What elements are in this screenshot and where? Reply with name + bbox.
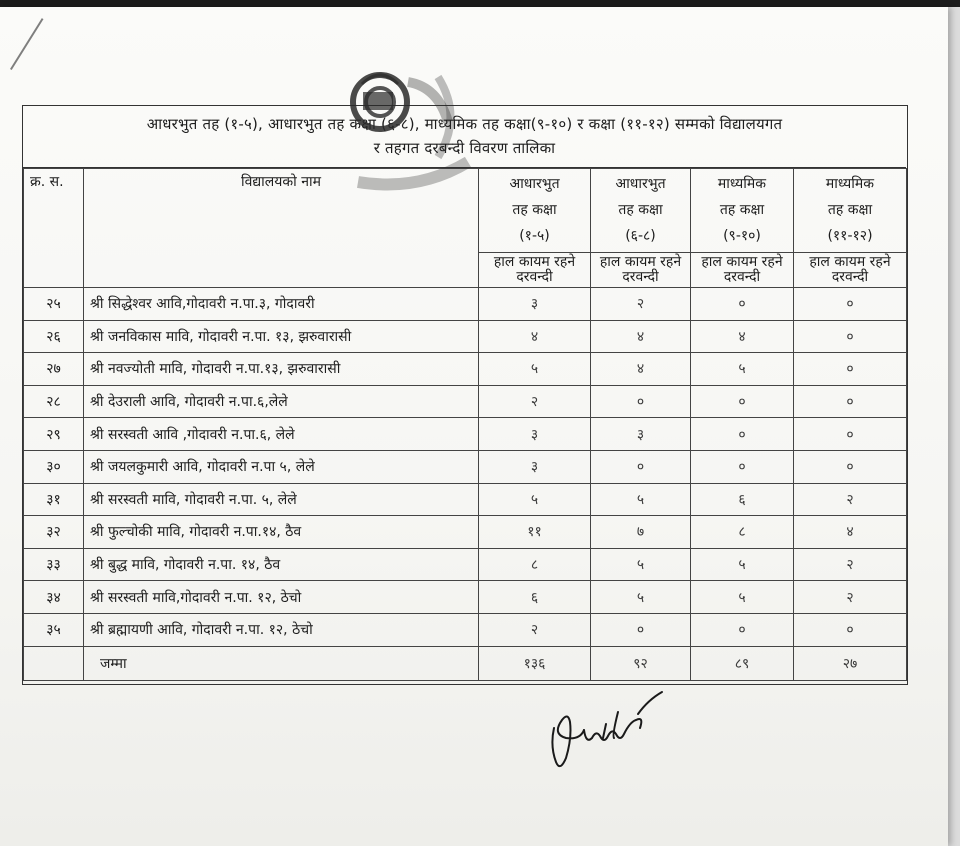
row-basic-1-5: ४ <box>479 320 591 353</box>
row-secondary-11-12: ० <box>794 288 907 321</box>
row-serial: २७ <box>24 353 84 386</box>
row-secondary-11-12: ० <box>794 613 907 646</box>
table-row <box>24 353 907 386</box>
row-secondary-11-12: २ <box>794 548 907 581</box>
subheader-basic-6-8: हाल कायम रहने दरवन्दी <box>591 253 691 288</box>
row-basic-6-8: ३ <box>591 418 691 451</box>
row-secondary-9-10: ५ <box>691 548 794 581</box>
row-secondary-9-10: ६ <box>691 483 794 516</box>
staffing-table <box>23 168 907 681</box>
subheader-secondary-11-12: हाल कायम रहने दरवन्दी <box>794 253 907 288</box>
row-serial: ३३ <box>24 548 84 581</box>
row-basic-1-5: ३ <box>479 288 591 321</box>
row-basic-6-8: ४ <box>591 353 691 386</box>
row-basic-6-8: ५ <box>591 548 691 581</box>
row-basic-6-8: ४ <box>591 320 691 353</box>
top-dark-strip <box>0 0 960 7</box>
row-school-name: श्री ब्रह्मायणी आवि, गोदावरी न.पा. १२, ठेचो <box>84 613 479 646</box>
header-school-name: विद्यालयको नाम <box>84 169 479 288</box>
row-serial: २८ <box>24 385 84 418</box>
total-basic-1-5: १३६ <box>479 646 591 680</box>
row-secondary-9-10: ० <box>691 288 794 321</box>
row-school-name: श्री सिद्धेश्वर आवि,गोदावरी न.पा.३, गोदावरी <box>84 288 479 321</box>
header-serial: क्र. स. <box>24 169 84 288</box>
table-row <box>24 288 907 321</box>
row-secondary-11-12: २ <box>794 581 907 614</box>
table-row <box>24 581 907 614</box>
row-serial: ३५ <box>24 613 84 646</box>
row-secondary-11-12: ० <box>794 320 907 353</box>
header-basic-6-8: आधारभुत तह कक्षा (६-८) <box>591 169 691 253</box>
row-serial: २५ <box>24 288 84 321</box>
header-secondary-11-12: माध्यमिक तह कक्षा (११-१२) <box>794 169 907 253</box>
row-basic-6-8: ५ <box>591 581 691 614</box>
row-secondary-9-10: ० <box>691 418 794 451</box>
table-row <box>24 450 907 483</box>
row-basic-6-8: ० <box>591 450 691 483</box>
total-serial-blank <box>24 646 84 680</box>
table-row <box>24 385 907 418</box>
row-serial: २९ <box>24 418 84 451</box>
header-basic-1-5: आधारभुत तह कक्षा (१-५) <box>479 169 591 253</box>
row-school-name: श्री जनविकास मावि, गोदावरी न.पा. १३, झरुवारासी <box>84 320 479 353</box>
row-school-name: श्री बुद्ध मावि, गोदावरी न.पा. १४, ठैव <box>84 548 479 581</box>
row-secondary-11-12: ० <box>794 450 907 483</box>
row-basic-6-8: ० <box>591 385 691 418</box>
row-basic-1-5: ८ <box>479 548 591 581</box>
total-label: जम्मा <box>84 646 479 680</box>
total-row <box>24 646 907 680</box>
total-basic-6-8: ९२ <box>591 646 691 680</box>
row-secondary-9-10: ४ <box>691 320 794 353</box>
document-title <box>23 106 906 168</box>
row-secondary-11-12: ० <box>794 353 907 386</box>
row-basic-1-5: ६ <box>479 581 591 614</box>
row-serial: ३१ <box>24 483 84 516</box>
header-row <box>24 169 907 253</box>
table-row <box>24 320 907 353</box>
row-basic-1-5: ११ <box>479 516 591 549</box>
row-basic-1-5: ५ <box>479 353 591 386</box>
row-school-name: श्री सरस्वती मावि, गोदावरी न.पा. ५, लेले <box>84 483 479 516</box>
row-basic-1-5: ३ <box>479 418 591 451</box>
title-line-2: र तहगत दरबन्दी विवरण तालिका <box>373 139 556 157</box>
staffing-table-document <box>22 105 908 685</box>
row-secondary-9-10: ० <box>691 613 794 646</box>
total-secondary-11-12: २७ <box>794 646 907 680</box>
row-serial: २६ <box>24 320 84 353</box>
table-row <box>24 613 907 646</box>
table-row <box>24 548 907 581</box>
row-secondary-11-12: ० <box>794 418 907 451</box>
row-serial: ३२ <box>24 516 84 549</box>
row-secondary-9-10: ० <box>691 450 794 483</box>
row-serial: ३० <box>24 450 84 483</box>
total-secondary-9-10: ८९ <box>691 646 794 680</box>
title-line-1: आधरभुत तह (१-५), आधारभुत तह कक्षा (६-८), माध्यमिक तह कक्षा(९-१०) र कक्षा (११-१२) सम्मको विद्यालयगत <box>146 115 783 133</box>
row-secondary-9-10: ० <box>691 385 794 418</box>
table-row <box>24 516 907 549</box>
row-school-name: श्री सरस्वती आवि ,गोदावरी न.पा.६, लेले <box>84 418 479 451</box>
row-secondary-11-12: २ <box>794 483 907 516</box>
row-basic-6-8: ० <box>591 613 691 646</box>
subheader-basic-1-5: हाल कायम रहने दरवन्दी <box>479 253 591 288</box>
row-secondary-9-10: ५ <box>691 581 794 614</box>
row-school-name: श्री नवज्योती मावि, गोदावरी न.पा.१३, झरुवारासी <box>84 353 479 386</box>
row-secondary-11-12: ० <box>794 385 907 418</box>
row-basic-1-5: ३ <box>479 450 591 483</box>
subheader-secondary-9-10: हाल कायम रहने दरवन्दी <box>691 253 794 288</box>
row-secondary-11-12: ४ <box>794 516 907 549</box>
signature-icon <box>540 684 670 780</box>
row-basic-1-5: २ <box>479 613 591 646</box>
row-school-name: श्री फुल्चोकी मावि, गोदावरी न.पा.१४, ठैव <box>84 516 479 549</box>
row-secondary-9-10: ८ <box>691 516 794 549</box>
table-row <box>24 483 907 516</box>
row-basic-1-5: २ <box>479 385 591 418</box>
paper-fold-mark <box>10 18 43 70</box>
row-school-name: श्री सरस्वती मावि,गोदावरी न.पा. १२, ठेचो <box>84 581 479 614</box>
row-basic-1-5: ५ <box>479 483 591 516</box>
row-school-name: श्री देउराली आवि, गोदावरी न.पा.६,लेले <box>84 385 479 418</box>
row-school-name: श्री जयलकुमारी आवि, गोदावरी न.पा ५, लेले <box>84 450 479 483</box>
table-row <box>24 418 907 451</box>
row-basic-6-8: ५ <box>591 483 691 516</box>
row-basic-6-8: २ <box>591 288 691 321</box>
row-serial: ३४ <box>24 581 84 614</box>
header-secondary-9-10: माध्यमिक तह कक्षा (९-१०) <box>691 169 794 253</box>
row-secondary-9-10: ५ <box>691 353 794 386</box>
row-basic-6-8: ७ <box>591 516 691 549</box>
